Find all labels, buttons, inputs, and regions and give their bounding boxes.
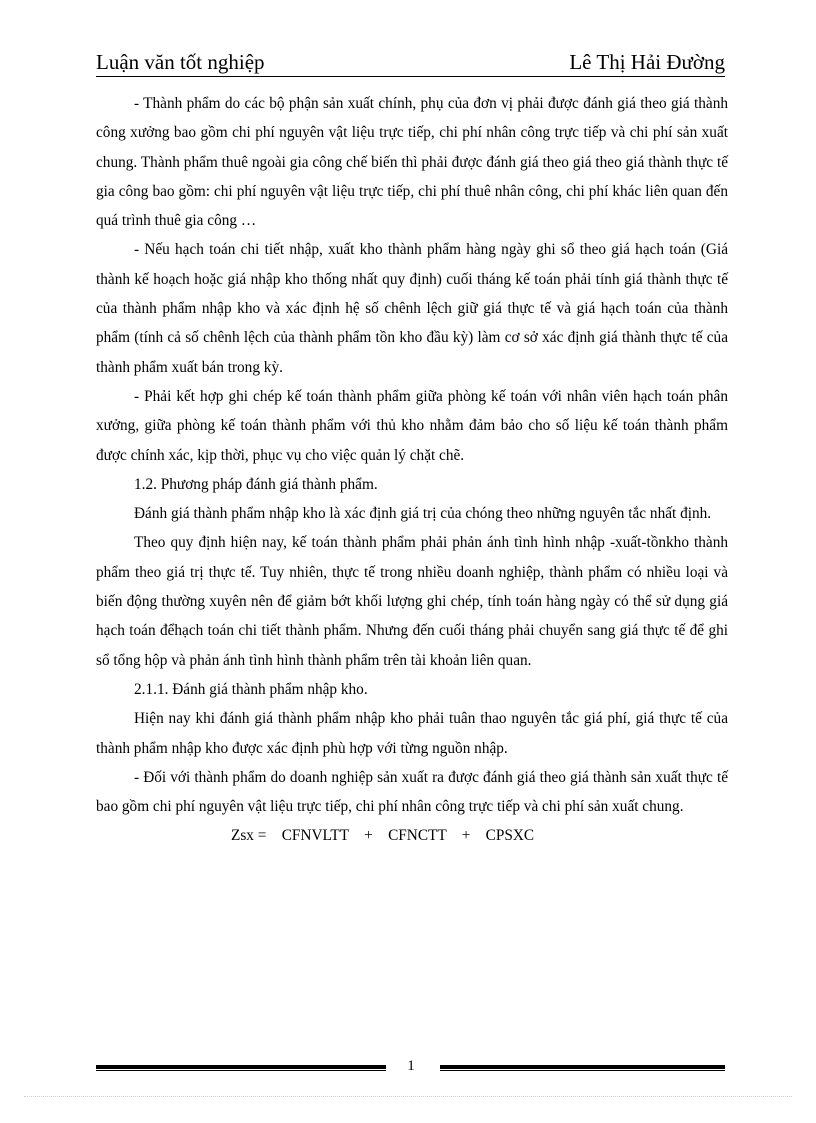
section-heading-1-2: 1.2. Phương pháp đánh giá thành phẩm. xyxy=(134,475,378,493)
cost-formula: Zsx = CFNVLTT + CFNCTT + CPSXC xyxy=(231,827,535,845)
page-number: 1 xyxy=(407,1058,415,1074)
paragraph-detailed-accounting: - Nếu hạch toán chi tiết nhập, xuất kho thành phẩm hàng ngày ghi sổ theo giá hạch toán (Giá thành kế hoạch hoặc giá nhập kho thống nhất quy định) cuối tháng kế toán phải tính giá thành thực tế của thành phẩm nhập kho và xác định hệ số chênh lệch giữ giá thực tế và giá hạch toán của thành phẩm (tính cả số chênh lệch của thành phẩm tồn kho đầu kỳ) làm cơ sở xác định giá thành thực tế của thành phẩm xuất bán trong kỳ. xyxy=(96,241,728,376)
paragraph-record-coordination: - Phải kết hợp ghi chép kế toán thành phẩm giữa phòng kế toán với nhân viên hạch toán phân xưởng, giữa phòng kế toán thành phẩm với thủ kho nhằm đảm bảo cho số liệu kế toán thành phẩm được chính xác, kịp thời, phục vụ cho việc quản lý chặt chẽ. xyxy=(96,387,728,464)
paragraph-valuation-definition: Đánh giá thành phẩm nhập kho là xác định giá trị của chóng theo những nguyên tắc nhất định. xyxy=(134,505,712,523)
paragraph-cost-principle: Hiện nay khi đánh giá thành phẩm nhập kho phải tuân thao nguyên tắc giá phí, giá thực tế của thành phẩm nhập kho được xác định phù hợp với từng nguồn nhập. xyxy=(96,710,728,757)
page-edge-divider xyxy=(24,1096,792,1097)
header-thesis-label: Luận văn tốt nghiệp xyxy=(96,50,265,74)
section-heading-2-1-1: 2.1.1. Đánh giá thành phẩm nhập kho. xyxy=(134,680,368,698)
paragraph-self-produced: - Đối với thành phẩm do doanh nghiệp sản xuất ra được đánh giá theo giá thành sản xuất thực tế bao gồm chi phí nguyên vật liệu trực tiếp, chi phí nhân công trực tiếp và chi phí sản xuất chung. xyxy=(96,768,728,816)
page-footer xyxy=(96,1060,725,1080)
document-body xyxy=(96,89,728,851)
footer-rule-left xyxy=(96,1065,386,1072)
paragraph-current-regulation: Theo quy định hiện nay, kế toán thành phẩm phải phản ánh tình hình nhập -xuất-tồnkho thành phẩm theo giá trị thực tế. Tuy nhiên, thực tế trong nhiều doanh nghiệp, thành phẩm có nhiều loại và biến động thường xuyên nên để giảm bớt khối lượng ghi chép, tính toán hàng ngày có thể sử dụng giá hạch toán đểhạch toán chi tiết thành phẩm. Nhưng đến cuối tháng phải chuyển sang giá thực tế để ghi sổ tổng hộp và phản ánh tình hình thành phẩm trên tài khoản liên quan. xyxy=(96,534,728,669)
header-author-name: Lê Thị Hải Đường xyxy=(569,50,725,74)
paragraph-finished-goods-valuation: - Thành phẩm do các bộ phận sản xuất chính, phụ của đơn vị phải được đánh giá theo giá thành công xưởng bao gồm chi phí nguyên vật liệu trực tiếp, chi phí nhân công trực tiếp và chi phí sản xuất chung. Thành phẩm thuê ngoài gia công chế biến thì phải được đánh giá theo giá theo giá thành thực tế gia công bao gồm: chi phí nguyên vật liệu trực tiếp, chi phí thuê nhân công, chi phí khác liên quan đến quá trình thuê gia công … xyxy=(96,95,728,230)
page-header xyxy=(96,50,725,77)
footer-rule-right xyxy=(440,1065,725,1072)
